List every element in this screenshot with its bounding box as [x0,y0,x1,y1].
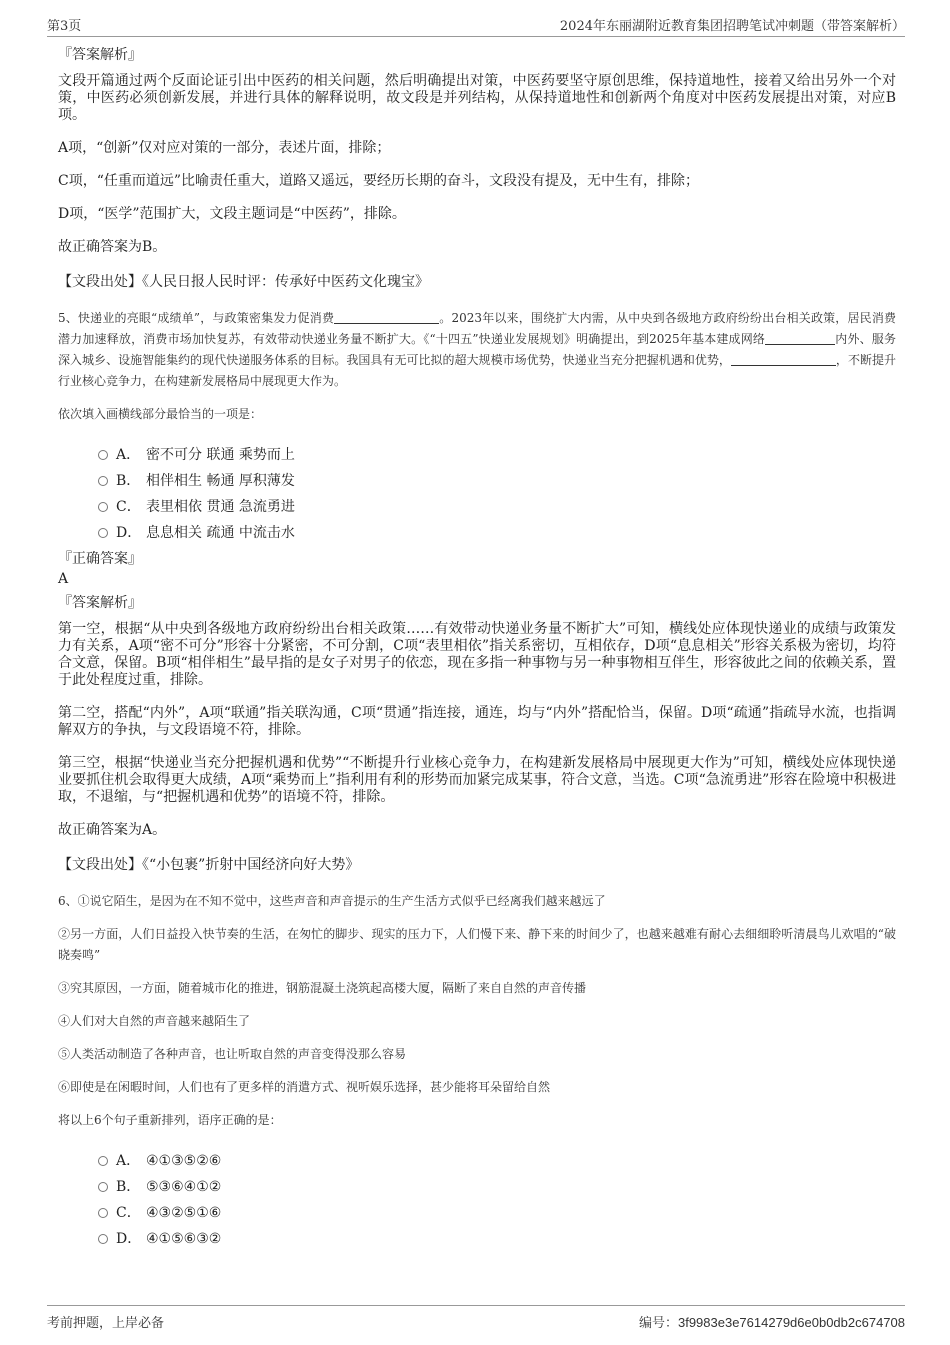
q5-answer: A [58,571,69,587]
q6-sentence: ④人们对大自然的声音越来越陌生了 [58,1014,251,1028]
q5-blank-3 [731,351,836,366]
q6-option-c[interactable] [98,1200,896,1226]
q4-analysis-para: D项，“医学”范围扩大，文段主题词是“中医药”，排除。 [58,206,406,222]
option-text: 表里相依 贯通 急流勇进 [146,499,295,515]
q6-option-a[interactable] [98,1148,896,1174]
option-text: ④①③⑤②⑥ [146,1153,222,1169]
option-text: 密不可分 联通 乘势而上 [146,447,295,463]
radio-icon[interactable] [98,1208,108,1218]
q4-analysis-para: A项，“创新”仅对应对策的一部分，表述片面，排除； [58,140,391,156]
q5-option-b[interactable] [98,468,896,494]
document-id: 编号：3f9983e3e7614279d6e0b0db2c674708 [638,1315,905,1330]
page-number: 第3页 [47,19,82,34]
q6-stem: 6、①说它陌生，是因为在不知不觉中，这些声音和声音提示的生产生活方式似乎已经离我们越来越远了 [58,894,606,908]
option-letter: D． [116,525,142,541]
option-text: 息息相关 疏通 中流击水 [146,525,295,541]
q4-source: 【文段出处】《人民日报人民时评：传承好中医药文化瑰宝》 [58,274,429,290]
q4-analysis-para: 故正确答案为B。 [58,239,167,255]
radio-icon[interactable] [98,450,108,460]
option-letter: B． [116,473,141,489]
option-letter: A． [116,1153,141,1169]
option-text: ④①⑤⑥③② [146,1231,222,1247]
q5-stem-part: 内外、服务深入城乡、设施智能集约的现代快递服务体系的目标。我国具有无可比拟的超大规模市场优势，快递业当充分把握机遇和优势， [58,332,896,367]
radio-icon[interactable] [98,1182,108,1192]
q6-option-d[interactable] [98,1226,896,1252]
q5-prompt: 依次填入画横线部分最恰当的一项是： [58,407,263,421]
q5-analysis-para: 第一空，根据“从中央到各级地方政府纷纷出台相关政策……有效带动快递业务量不断扩大”可知，横线处应体现快递业的成绩与政策发力有关系，A项“密不可分”形容十分紧密，不可分割，C项“表里相依”指关系密切，互相依存，D项“息息相关”形容关系极为密切，均符合文意，保留。B项“相伴相生”最早指的是女子对男子的依恋，现在多指一种事物与另一种事物相互伴生，形容彼此之间的依赖关系，置于此处程度过重，排除。 [58,621,896,688]
q6-prompt: 将以上6个句子重新排列，语序正确的是： [58,1113,282,1127]
q6-sentence: ③究其原因，一方面，随着城市化的推进，钢筋混凝土浇筑起高楼大厦，隔断了来自自然的声音传播 [58,981,587,995]
q4-analysis-para: 文段开篇通过两个反面论证引出中医药的相关问题，然后明确提出对策，中医药要坚守原创思维，保持道地性，接着又给出另外一个对策，中医药必须创新发展，并进行具体的解释说明，故文段是并列结构，从保持道地性和创新两个角度对中医药发展提出对策，对应B项。 [58,73,896,123]
page-header [47,14,905,37]
q5-answer-label: 『正确答案』 [58,551,142,567]
q6-sentence: ②另一方面，人们日益投入快节奏的生活，在匆忙的脚步、现实的压力下，人们慢下来、静下来的时间少了，也越来越难有耐心去细细聆听清晨鸟儿欢唱的“破晓奏鸣” [58,927,896,962]
q5-analysis-para: 第三空，根据“快递业当充分把握机遇和优势”“不断提升行业核心竞争力，在构建新发展格局中展现更大作为”可知，横线处应体现快递业要抓住机会取得更大成绩，A项“乘势而上”指利用有利的形势而加紧完成某事，符合文意，当选。C项“急流勇进”形容在险境中积极进取，不退缩，与“把握机遇和优势”的语境不符，排除。 [58,755,896,805]
q5-stem-part: 。2023年以来，围绕扩大内需，从中央到各级地方政府纷纷出台相关政策，居民消费潜力加速释放，消费市场加快复苏，有效带动快递业务量不断扩大。《“十四五”快递业发展规划》明确提出，到2025年基本建成网络 [58,311,896,346]
q6-options [98,1148,896,1252]
page-footer [47,1305,905,1330]
q5-stem-part: 5、快递业的亮眼“成绩单”，与政策密集发力促消费 [58,311,335,325]
option-text: ⑤③⑥④①② [146,1179,222,1195]
radio-icon[interactable] [98,1156,108,1166]
q5-option-d[interactable] [98,520,896,546]
q6-sentence: ⑥即使是在闲暇时间，人们也有了更多样的消遣方式、视听娱乐选择，甚少能将耳朵留给自然 [58,1080,551,1094]
option-letter: D． [116,1231,142,1247]
q5-stem-part: ，不断提升行业核心竞争力，在构建新发展格局中展现更大作为。 [58,353,896,388]
q5-stem [58,308,896,392]
option-letter: B． [116,1179,141,1195]
radio-icon[interactable] [98,502,108,512]
option-text: 相伴相生 畅通 厚积薄发 [146,473,295,489]
q5-option-a[interactable] [98,442,896,468]
radio-icon[interactable] [98,528,108,538]
q5-analysis-para: 故正确答案为A。 [58,822,167,838]
q5-options [98,442,896,546]
q6-sentence: ⑤人类活动制造了各种声音，也让听取自然的声音变得没那么容易 [58,1047,407,1061]
q5-analysis-para: 第二空，搭配“内外”，A项“联通”指关联沟通，C项“贯通”指连接，通连，均与“内外”搭配恰当，保留。D项“疏通”指疏导水流，也指调解双方的争执，与文段语境不符，排除。 [58,705,896,738]
q5-blank-2 [765,330,835,345]
radio-icon[interactable] [98,1234,108,1244]
q4-analysis-para: C项，“任重而道远”比喻责任重大，道路又遥远，要经历长期的奋斗，文段没有提及，无中生有，排除； [58,173,700,189]
q5-analysis-label: 『答案解析』 [58,595,142,611]
radio-icon[interactable] [98,476,108,486]
option-letter: C． [116,1205,141,1221]
q5-blank-1 [334,309,439,324]
document-body [58,44,896,1254]
document-title: 2024年东丽湖附近教育集团招聘笔试冲刺题（带答案解析） [559,19,905,34]
q6-option-b[interactable] [98,1174,896,1200]
option-letter: C． [116,499,141,515]
option-text: ④③②⑤①⑥ [146,1205,222,1221]
q5-source: 【文段出处】《“小包裹”折射中国经济向好大势》 [58,857,360,873]
q4-analysis-label: 『答案解析』 [58,47,142,63]
q5-option-c[interactable] [98,494,896,520]
footer-slogan: 考前押题，上岸必备 [47,1316,165,1331]
option-letter: A． [116,447,141,463]
